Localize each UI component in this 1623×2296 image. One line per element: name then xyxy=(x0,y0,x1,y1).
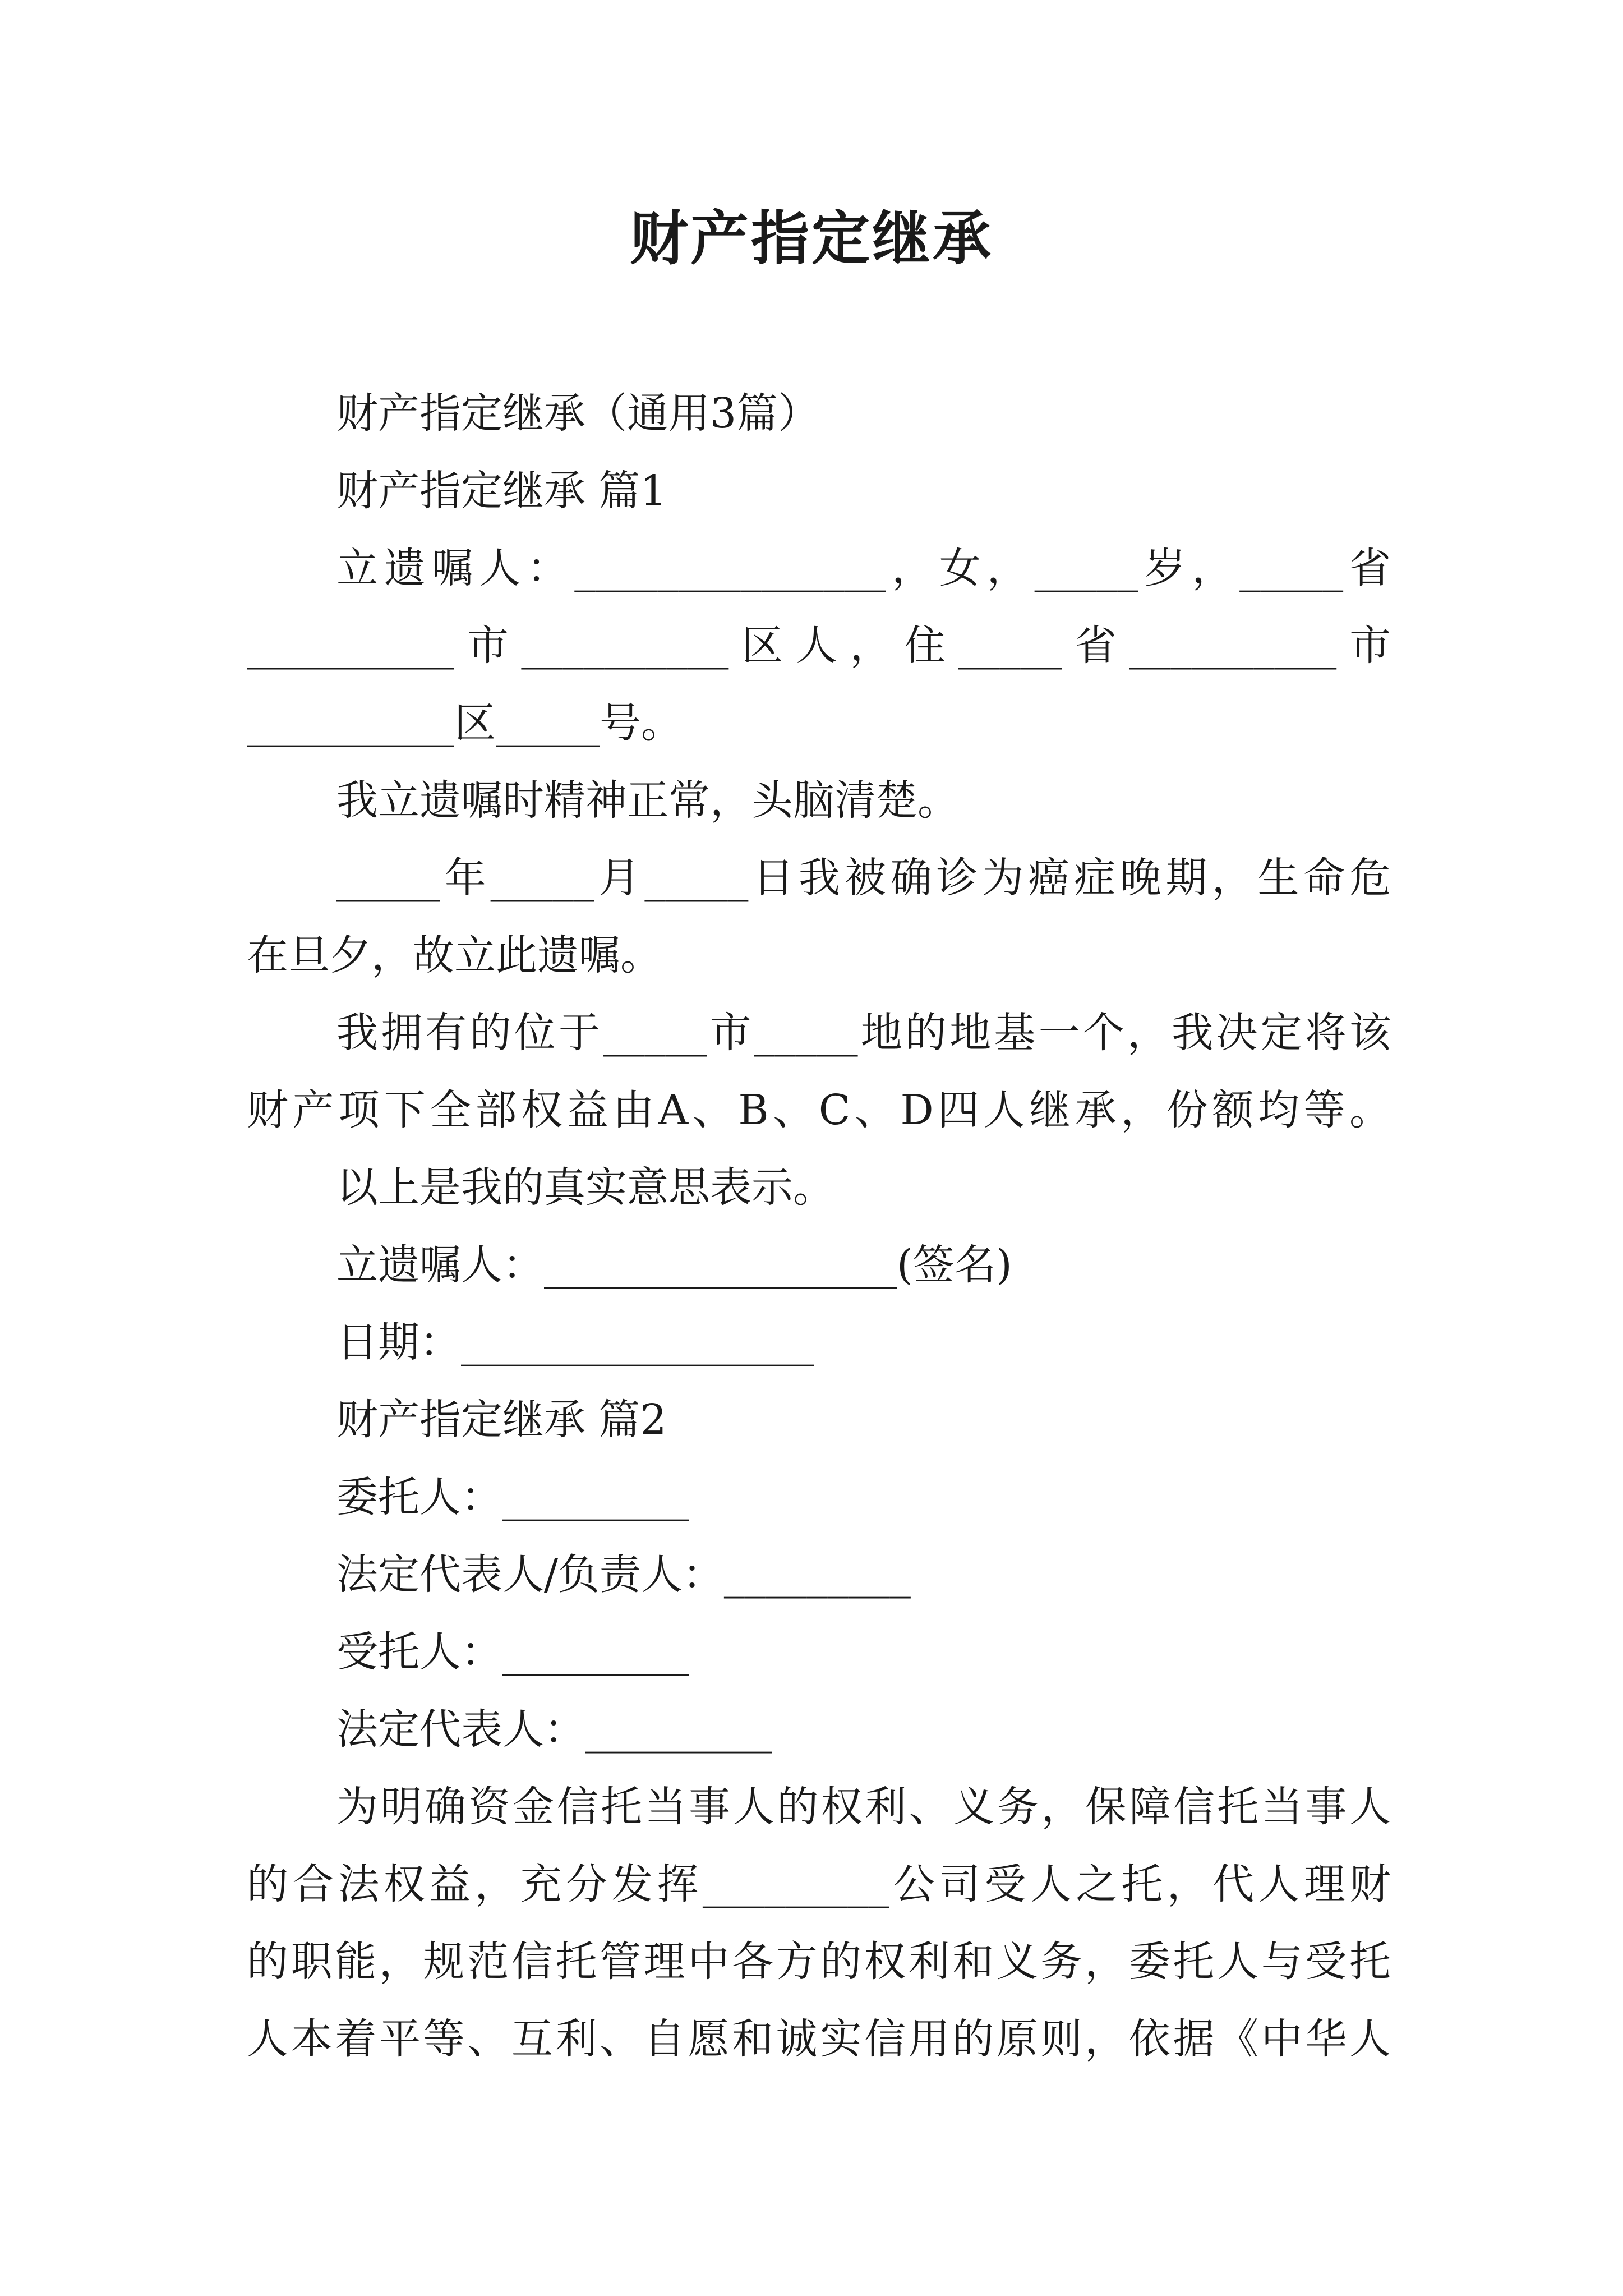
date-line: 日期：_________________ xyxy=(336,1318,814,1366)
address-line: __________市__________区人，住_____省__________市 xyxy=(247,622,1391,670)
paragraph-line: 的合法权益，充分发挥_________公司受人之托，代人理财 xyxy=(247,1860,1391,1908)
document-body xyxy=(247,375,1391,2078)
paragraph-line: 人本着平等、互利、自愿和诚实信用的原则，依据《中华人 xyxy=(247,2015,1391,2063)
trustee-line: 受托人：_________ xyxy=(336,1628,689,1676)
property-line-end: 财产项下全部权益由A、B、C、D四人继承，份额均等。 xyxy=(247,1086,1391,1134)
diagnosis-line-end: 在旦夕，故立此遗嘱。 xyxy=(247,931,662,979)
section-heading-2: 财产指定继承 篇2 xyxy=(336,1396,667,1444)
trustee-representative-line: 法定代表人：_________ xyxy=(336,1705,772,1754)
trustor-line: 委托人：_________ xyxy=(336,1473,689,1521)
property-line: 我拥有的位于_____市_____地的地基一个，我决定将该 xyxy=(336,1009,1391,1057)
diagnosis-line: _____年_____月_____日我被确诊为癌症晚期，生命危 xyxy=(336,854,1391,902)
subtitle-line: 财产指定继承（通用3篇） xyxy=(336,389,820,438)
document-title: 财产指定继承 xyxy=(629,204,993,273)
testator-line: 立遗嘱人：_______________，女，_____岁，_____省 xyxy=(336,544,1391,592)
mental-state-line: 我立遗嘱时精神正常，头脑清楚。 xyxy=(336,776,959,825)
section-heading-1: 财产指定继承 篇1 xyxy=(336,467,667,515)
declaration-line: 以上是我的真实意思表示。 xyxy=(336,1163,834,1212)
signature-line: 立遗嘱人：_________________(签名) xyxy=(336,1241,1012,1289)
paragraph-line: 的职能，规范信托管理中各方的权利和义务，委托人与受托 xyxy=(247,1938,1391,1986)
paragraph-line: 为明确资金信托当事人的权利、义务，保障信托当事人 xyxy=(336,1783,1391,1831)
trustor-representative-line: 法定代表人/负责人：_________ xyxy=(336,1550,911,1599)
address-line-end: __________区_____号。 xyxy=(247,699,683,747)
